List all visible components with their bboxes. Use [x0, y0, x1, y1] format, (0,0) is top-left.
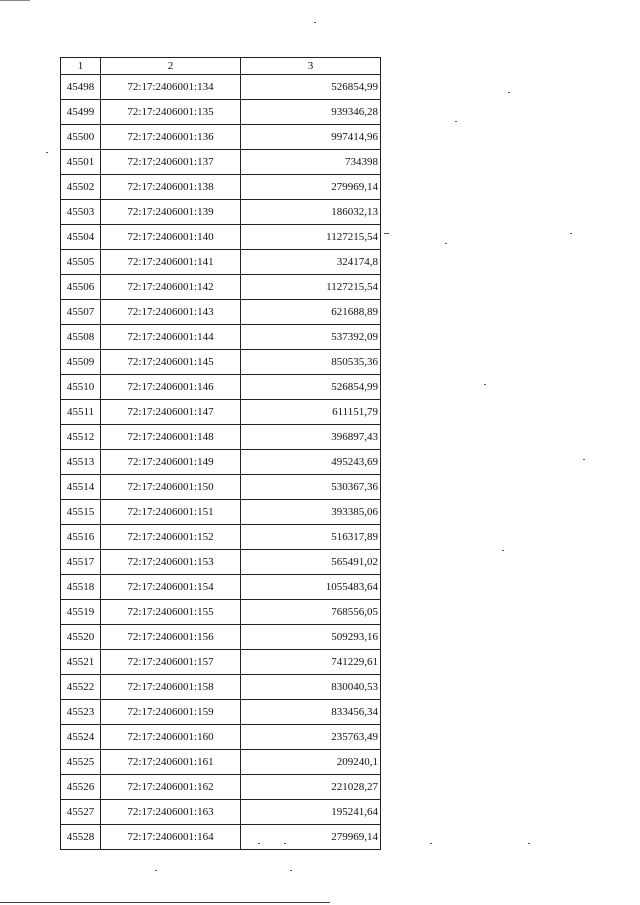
cadastral-value-cell: 186032,13 — [241, 200, 381, 225]
cadastral-value-cell: 509293,16 — [241, 625, 381, 650]
row-number-cell: 45524 — [61, 725, 101, 750]
scan-speck — [528, 843, 530, 844]
cadastral-value-cell: 734398 — [241, 150, 381, 175]
row-number-cell: 45528 — [61, 825, 101, 850]
row-number-cell: 45517 — [61, 550, 101, 575]
row-number-cell: 45500 — [61, 125, 101, 150]
table-row — [61, 500, 381, 525]
cadastral-value-cell: 939346,28 — [241, 100, 381, 125]
table-row — [61, 550, 381, 575]
row-number-cell: 45521 — [61, 650, 101, 675]
cadastral-value-cell: 1127215,54 — [241, 275, 381, 300]
cadastral-value-cell: 393385,06 — [241, 500, 381, 525]
table-row — [61, 625, 381, 650]
table-row — [61, 675, 381, 700]
cadastral-value-cell: 1127215,54 — [241, 225, 381, 250]
cadastral-value-cell: 516317,89 — [241, 525, 381, 550]
cadastral-value-cell: 221028,27 — [241, 775, 381, 800]
cadastral-value-cell: 324174,8 — [241, 250, 381, 275]
table-row — [61, 375, 381, 400]
cadastral-number-cell: 72:17:2406001:156 — [101, 625, 241, 650]
cadastral-value-cell: 537392,09 — [241, 325, 381, 350]
scan-speck — [155, 870, 157, 871]
scan-speck — [430, 843, 432, 844]
table-row — [61, 125, 381, 150]
cadastral-number-cell: 72:17:2406001:151 — [101, 500, 241, 525]
cadastral-value-cell: 621688,89 — [241, 300, 381, 325]
table-row — [61, 575, 381, 600]
cadastral-number-cell: 72:17:2406001:140 — [101, 225, 241, 250]
row-number-cell: 45526 — [61, 775, 101, 800]
cadastral-number-cell: 72:17:2406001:143 — [101, 300, 241, 325]
cadastral-value-cell: 1055483,64 — [241, 575, 381, 600]
scan-speck — [445, 243, 447, 244]
cadastral-value-cell: 830040,53 — [241, 675, 381, 700]
cadastral-number-cell: 72:17:2406001:152 — [101, 525, 241, 550]
column-header-2: 2 — [101, 58, 241, 75]
row-number-cell: 45527 — [61, 800, 101, 825]
cadastral-value-cell: 530367,36 — [241, 475, 381, 500]
cadastral-number-cell: 72:17:2406001:147 — [101, 400, 241, 425]
cadastral-number-cell: 72:17:2406001:137 — [101, 150, 241, 175]
scan-speck — [314, 22, 316, 23]
cadastral-number-cell: 72:17:2406001:141 — [101, 250, 241, 275]
cadastral-value-cell: 195241,64 — [241, 800, 381, 825]
table-row — [61, 300, 381, 325]
table-row — [61, 200, 381, 225]
row-number-cell: 45513 — [61, 450, 101, 475]
scan-speck — [455, 121, 457, 122]
cadastral-value-cell: 850535,36 — [241, 350, 381, 375]
scan-speck — [484, 384, 486, 385]
cadastral-number-cell: 72:17:2406001:157 — [101, 650, 241, 675]
table-row — [61, 800, 381, 825]
table-header-row — [61, 58, 381, 75]
scan-speck — [502, 550, 504, 551]
row-number-cell: 45505 — [61, 250, 101, 275]
table-row — [61, 700, 381, 725]
table-row — [61, 525, 381, 550]
table-row — [61, 150, 381, 175]
table-row — [61, 600, 381, 625]
row-number-cell: 45523 — [61, 700, 101, 725]
row-number-cell: 45515 — [61, 500, 101, 525]
row-number-cell: 45508 — [61, 325, 101, 350]
table-row — [61, 350, 381, 375]
row-number-cell: 45520 — [61, 625, 101, 650]
cadastral-value-table — [60, 57, 381, 850]
scan-edge-bottom — [0, 902, 330, 903]
scan-speck — [290, 870, 292, 871]
cadastral-number-cell: 72:17:2406001:144 — [101, 325, 241, 350]
cadastral-number-cell: 72:17:2406001:138 — [101, 175, 241, 200]
row-number-cell: 45511 — [61, 400, 101, 425]
table-body — [61, 75, 381, 850]
cadastral-value-cell: 768556,05 — [241, 600, 381, 625]
table-row — [61, 475, 381, 500]
cadastral-number-cell: 72:17:2406001:164 — [101, 825, 241, 850]
table-row — [61, 325, 381, 350]
scan-edge-top-left — [0, 0, 30, 1]
table-row — [61, 725, 381, 750]
cadastral-number-cell: 72:17:2406001:158 — [101, 675, 241, 700]
table-row — [61, 400, 381, 425]
column-header-1: 1 — [61, 58, 101, 75]
cadastral-number-cell: 72:17:2406001:139 — [101, 200, 241, 225]
table-row — [61, 250, 381, 275]
row-number-cell: 45506 — [61, 275, 101, 300]
cadastral-value-cell: 526854,99 — [241, 375, 381, 400]
cadastral-number-cell: 72:17:2406001:136 — [101, 125, 241, 150]
cadastral-value-cell: 396897,43 — [241, 425, 381, 450]
cadastral-value-cell: 833456,34 — [241, 700, 381, 725]
cadastral-number-cell: 72:17:2406001:134 — [101, 75, 241, 100]
table-row — [61, 275, 381, 300]
cadastral-value-cell: 279969,14 — [241, 175, 381, 200]
row-number-cell: 45509 — [61, 350, 101, 375]
row-number-cell: 45502 — [61, 175, 101, 200]
cadastral-number-cell: 72:17:2406001:142 — [101, 275, 241, 300]
scan-speck — [384, 233, 389, 234]
table-row — [61, 825, 381, 850]
table-row — [61, 750, 381, 775]
cadastral-value-cell: 611151,79 — [241, 400, 381, 425]
cadastral-number-cell: 72:17:2406001:161 — [101, 750, 241, 775]
row-number-cell: 45501 — [61, 150, 101, 175]
table-row — [61, 175, 381, 200]
scan-speck — [508, 92, 510, 93]
row-number-cell: 45518 — [61, 575, 101, 600]
table-row — [61, 100, 381, 125]
cadastral-value-cell: 997414,96 — [241, 125, 381, 150]
table-row — [61, 650, 381, 675]
table-row — [61, 450, 381, 475]
cadastral-number-cell: 72:17:2406001:135 — [101, 100, 241, 125]
row-number-cell: 45514 — [61, 475, 101, 500]
cadastral-value-cell: 235763,49 — [241, 725, 381, 750]
scan-speck — [583, 459, 585, 460]
table-row — [61, 225, 381, 250]
cadastral-number-cell: 72:17:2406001:145 — [101, 350, 241, 375]
column-header-3: 3 — [241, 58, 381, 75]
row-number-cell: 45522 — [61, 675, 101, 700]
cadastral-number-cell: 72:17:2406001:146 — [101, 375, 241, 400]
row-number-cell: 45516 — [61, 525, 101, 550]
cadastral-number-cell: 72:17:2406001:149 — [101, 450, 241, 475]
cadastral-value-cell: 565491,02 — [241, 550, 381, 575]
table-row — [61, 775, 381, 800]
cadastral-value-cell: 741229,61 — [241, 650, 381, 675]
cadastral-number-cell: 72:17:2406001:148 — [101, 425, 241, 450]
row-number-cell: 45507 — [61, 300, 101, 325]
cadastral-value-cell: 209240,1 — [241, 750, 381, 775]
cadastral-number-cell: 72:17:2406001:163 — [101, 800, 241, 825]
cadastral-number-cell: 72:17:2406001:155 — [101, 600, 241, 625]
cadastral-number-cell: 72:17:2406001:150 — [101, 475, 241, 500]
cadastral-number-cell: 72:17:2406001:160 — [101, 725, 241, 750]
table-row — [61, 75, 381, 100]
row-number-cell: 45499 — [61, 100, 101, 125]
row-number-cell: 45504 — [61, 225, 101, 250]
cadastral-value-cell: 495243,69 — [241, 450, 381, 475]
row-number-cell: 45519 — [61, 600, 101, 625]
cadastral-number-cell: 72:17:2406001:162 — [101, 775, 241, 800]
scan-speck — [46, 152, 48, 153]
cadastral-number-cell: 72:17:2406001:153 — [101, 550, 241, 575]
scan-speck — [570, 233, 572, 234]
row-number-cell: 45510 — [61, 375, 101, 400]
row-number-cell: 45525 — [61, 750, 101, 775]
row-number-cell: 45503 — [61, 200, 101, 225]
row-number-cell: 45512 — [61, 425, 101, 450]
cadastral-value-cell: 526854,99 — [241, 75, 381, 100]
row-number-cell: 45498 — [61, 75, 101, 100]
cadastral-number-cell: 72:17:2406001:154 — [101, 575, 241, 600]
cadastral-number-cell: 72:17:2406001:159 — [101, 700, 241, 725]
table-row — [61, 425, 381, 450]
cadastral-value-cell: 279969,14 — [241, 825, 381, 850]
